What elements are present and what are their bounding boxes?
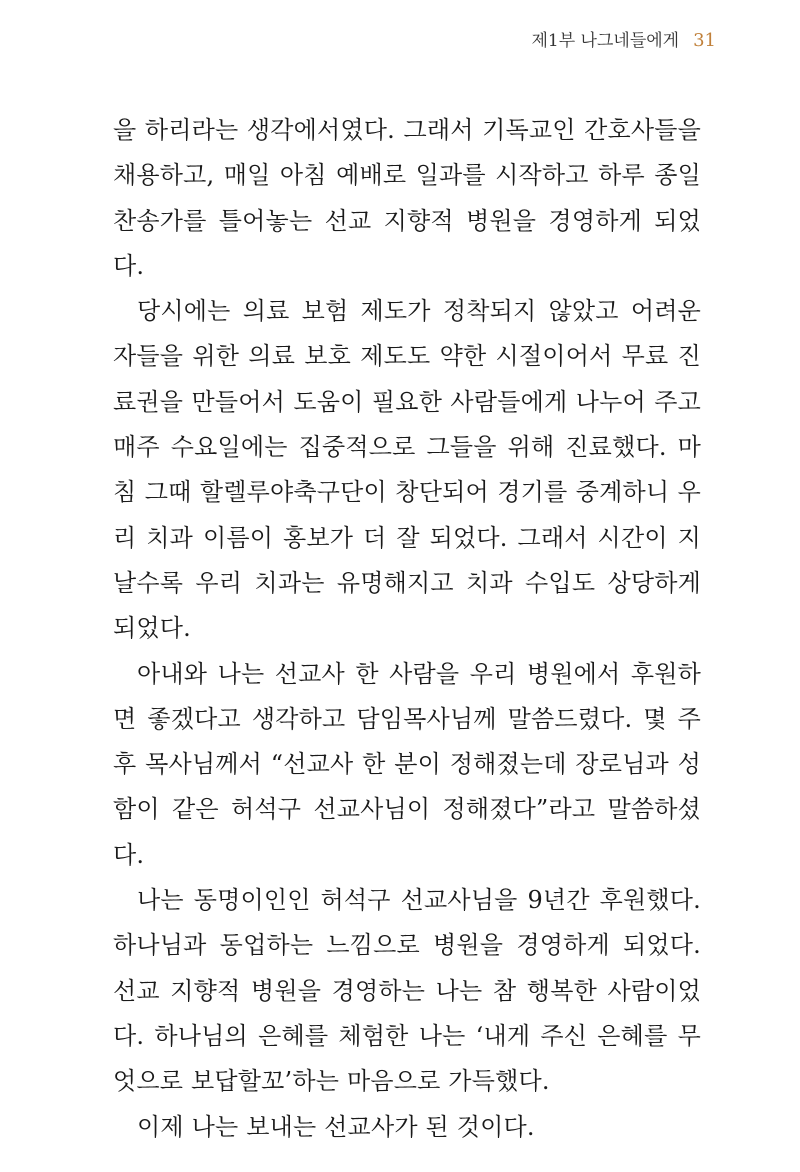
chapter-title: 제1부 나그네들에게 — [531, 31, 680, 51]
page-number: 31 — [693, 30, 716, 51]
paragraph-5: 이제 나는 보내는 선교사가 된 것이다. — [137, 1112, 535, 1141]
paragraph-3: 아내와 나는 선교사 한 사람을 우리 병원에서 후원하면 좋겠다고 생각하고 담임목사님께 말씀드렸다. 몇 주 후 목사님께서 “선교사 한 분이 정해졌는데 장로님과 성함이 같은 허석구 선교사님이 정해졌다”라고 말씀하셨다. — [113, 659, 701, 869]
paragraph-1: 을 하리라는 생각에서였다. 그래서 기독교인 간호사들을 채용하고, 매일 아침 예배로 일과를 시작하고 하루 종일 찬송가를 틀어놓는 선교 지향적 병원을 경영하게 되었다. — [113, 116, 701, 280]
body-text — [113, 108, 701, 1150]
running-header — [531, 26, 716, 51]
paragraph-2: 당시에는 의료 보험 제도가 정착되지 않았고 어려운 자들을 위한 의료 보호 제도도 약한 시절이어서 무료 진료권을 만들어서 도움이 필요한 사람들에게 나누어 주고 매주 수요일에는 집중적으로 그들을 위해 진료했다. 마침 그때 할렐루야축구단이 창단되어 경기를 중계하니 우리 치과 이름이 홍보가 더 잘 되었다. 그래서 시간이 지날수록 우리 치과는 유명해지고 치과 수입도 상당하게 되었다. — [113, 297, 701, 643]
paragraph-4: 나는 동명이인인 허석구 선교사님을 9년간 후원했다. 하나님과 동업하는 느낌으로 병원을 경영하게 되었다. 선교 지향적 병원을 경영하는 나는 참 행복한 사람이었다. 하나님의 은혜를 체험한 나는 ‘내게 주신 은혜를 무엇으로 보답할꼬’하는 마음으로 가득했다. — [113, 886, 701, 1096]
